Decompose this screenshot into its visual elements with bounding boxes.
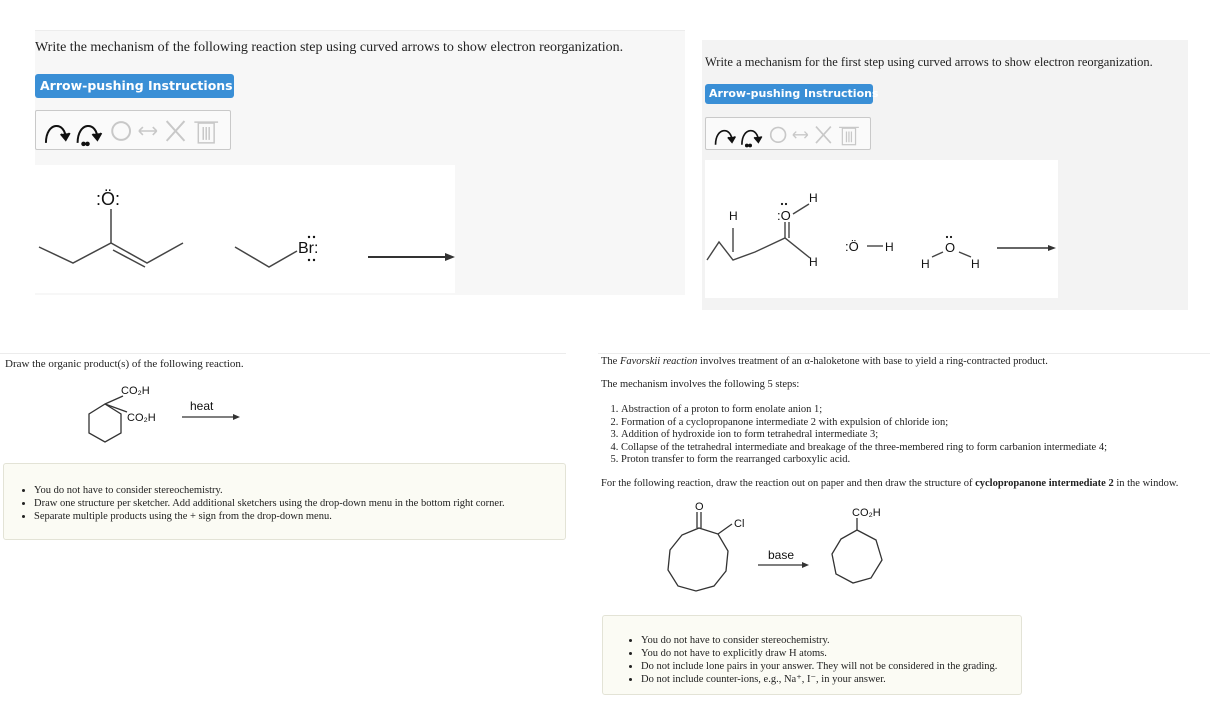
curved-arrow-lonepair-icon[interactable] bbox=[742, 130, 762, 146]
curved-arrow-lonepair-icon[interactable] bbox=[78, 126, 102, 145]
q1-oxygen-label: :Ö: bbox=[96, 189, 121, 209]
q3-reaction-arrow bbox=[182, 414, 240, 420]
q3-co2h-bottom: CO₂H bbox=[127, 412, 156, 424]
q2-water-o-label: O bbox=[945, 240, 956, 255]
q2-water-h1-label: H bbox=[921, 257, 930, 271]
q2-arrow-pushing-button[interactable]: Arrow-pushing Instructions bbox=[705, 84, 873, 104]
q1-title: Write the mechanism of the following reaction step using curved arrows to show electron reorganization. bbox=[35, 40, 624, 55]
q4-step: 4. Collapse of the tetrahedral intermediate and breakage of the three-membered ring to form carbanion intermediate 4; bbox=[621, 442, 1201, 455]
q4-instruction: For the following reaction, draw the reaction out on paper and then draw the structure of cyclopropanone intermediate 2 in the window. bbox=[601, 478, 1179, 489]
q2-toolbar bbox=[705, 117, 871, 150]
q3-hint: • Separate multiple products using the + sign from the drop-down menu. bbox=[34, 510, 559, 523]
q1-arrow-pushing-button[interactable]: Arrow-pushing Instructions bbox=[35, 74, 234, 98]
q4-reaction-figure bbox=[660, 500, 900, 600]
q4-intro: The Favorskii reaction involves treatment of an α-haloketone with base to yield a ring-contracted product. bbox=[601, 356, 1048, 367]
q4-chlorine: Cl bbox=[734, 518, 745, 530]
q2-oh-h-label: H bbox=[809, 191, 818, 205]
q4-step: 1. Abstraction of a proton to form enolate anion 1; bbox=[621, 404, 1201, 417]
q4-hints-box bbox=[602, 615, 1022, 695]
q3-hint: • Draw one structure per sketcher. Add additional sketchers using the drop-down menu in the bottom right corner. bbox=[34, 497, 559, 510]
q4-hint: • Do not include lone pairs in your answer. They will not be considered in the grading. bbox=[641, 660, 1015, 673]
q4-step: 5. Proton transfer to form the rearranged carboxylic acid. bbox=[621, 454, 1201, 467]
q3-heat-label: heat bbox=[190, 399, 214, 413]
q3-title: Draw the organic product(s) of the following reaction. bbox=[5, 358, 244, 370]
resonance-arrow-icon[interactable] bbox=[139, 127, 157, 135]
q2-carbonyl-o-label: :O bbox=[777, 208, 791, 223]
q3-hint: • You do not have to consider stereochemistry. bbox=[34, 484, 559, 497]
q4-step: 2. Formation of a cyclopropanone intermediate 2 with expulsion of chloride ion; bbox=[621, 417, 1201, 430]
q4-hint: • Do not include counter-ions, e.g., Na⁺, I⁻, in your answer. bbox=[641, 673, 1015, 686]
q4-hint: • You do not have to explicitly draw H atoms. bbox=[641, 647, 1015, 660]
q3-hints-box bbox=[3, 463, 566, 540]
curved-arrow-pair-icon[interactable] bbox=[716, 130, 736, 144]
q4-reaction-arrow bbox=[758, 562, 809, 568]
q2-hydronium-h-label: H bbox=[885, 240, 894, 254]
delete-x-icon[interactable] bbox=[816, 126, 831, 142]
trash-icon[interactable] bbox=[194, 122, 218, 143]
delete-x-icon[interactable] bbox=[167, 121, 185, 141]
rotate-icon[interactable] bbox=[771, 127, 786, 142]
q3-reaction-figure bbox=[65, 378, 255, 448]
q2-reaction-canvas[interactable] bbox=[705, 160, 1058, 298]
q2-h-label: H bbox=[729, 209, 738, 223]
q2-water-h2-label: H bbox=[971, 257, 980, 271]
q4-base-label: base bbox=[768, 548, 795, 562]
favorskii-term: Favorskii reaction bbox=[619, 356, 698, 367]
trash-icon[interactable] bbox=[839, 127, 859, 144]
q4-step: 3. Addition of hydroxide ion to form tetrahedral intermediate 3; bbox=[621, 429, 1201, 442]
intermediate-term: cyclopropanone intermediate 2 bbox=[975, 478, 1114, 489]
resonance-arrow-icon[interactable] bbox=[793, 131, 808, 138]
q2-hydronium-o-label: :Ö bbox=[845, 239, 859, 254]
q1-reaction-canvas[interactable] bbox=[35, 165, 455, 293]
q1-bromine-label: Br: bbox=[298, 240, 319, 257]
q4-hint: • You do not have to consider stereochemistry. bbox=[641, 634, 1015, 647]
q4-ketone-o: O bbox=[695, 501, 704, 513]
q2-title: Write a mechanism for the first step using curved arrows to show electron reorganization. bbox=[705, 55, 1153, 69]
q1-toolbar bbox=[35, 110, 231, 150]
curved-arrow-pair-icon[interactable] bbox=[46, 126, 70, 143]
rotate-icon[interactable] bbox=[112, 122, 130, 140]
q2-alpha-h-label: H bbox=[809, 255, 818, 269]
q3-co2h-top: CO₂H bbox=[121, 385, 150, 397]
q4-co2h: CO₂H bbox=[852, 507, 881, 519]
q4-steps bbox=[601, 404, 1201, 467]
q4-steps-lead: The mechanism involves the following 5 steps: bbox=[601, 379, 800, 390]
